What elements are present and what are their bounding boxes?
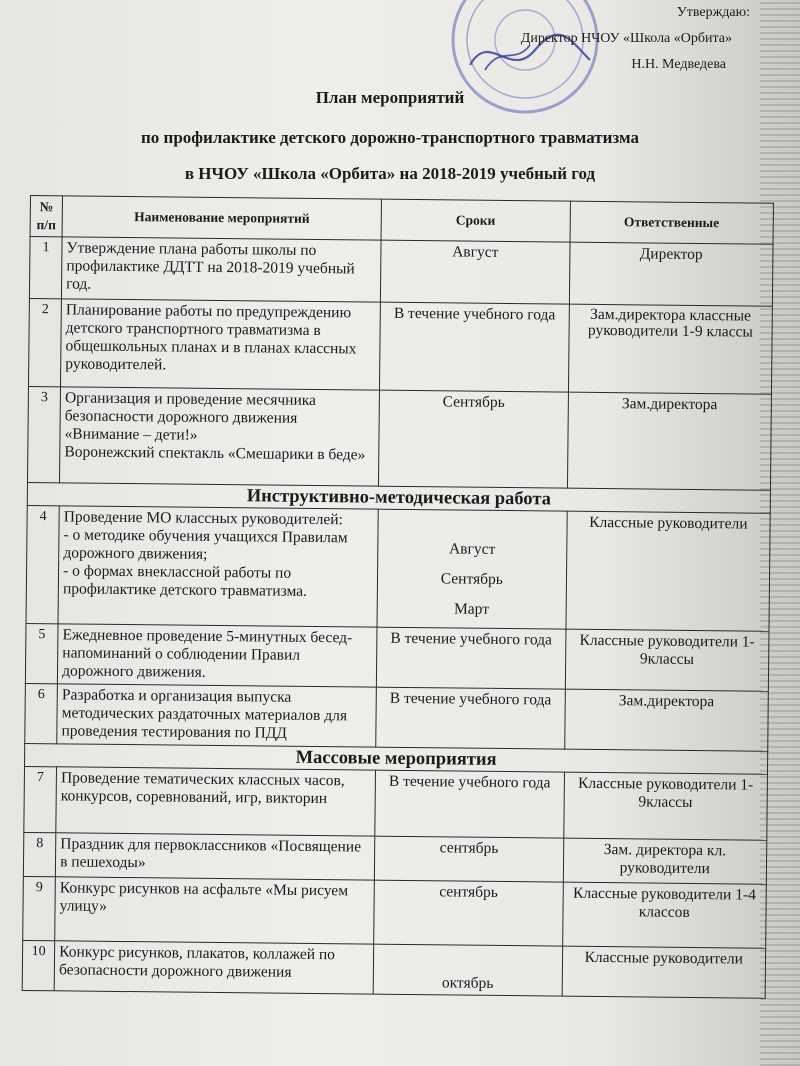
row-name: Планирование работы по предупреждению детского транспортного травматизма в общешкольных планах и в планах классных руководителей. (61, 299, 381, 390)
plan-title: План мероприятий (315, 88, 465, 107)
row-num: 9 (23, 876, 56, 940)
row-num: 8 (23, 832, 56, 876)
row-name: Праздник для первоклассников «Посвящение в пешеходы» (55, 833, 374, 880)
row-resp: Классные руководители 1-9классы (565, 629, 769, 691)
row-date: Август (448, 539, 496, 558)
row-resp: Зам. директора кл. руководители (563, 838, 767, 884)
row-date: В течение учебного года (376, 687, 565, 749)
row-num: 1 (29, 237, 62, 299)
row-resp: Классные руководители (566, 511, 771, 631)
row-name: Конкурс рисунков на асфальте «Мы рисуем улицу» (55, 877, 375, 944)
table-row (25, 683, 769, 751)
approval-block (440, 0, 760, 78)
plan-subtitle-school: в НЧОУ «Школа «Орбита» на 2018-2019 учебный год (184, 164, 596, 183)
row-resp: Классные руководители (562, 946, 766, 998)
header-num: № п/п (30, 196, 63, 237)
header-name: Наименование мероприятий (62, 196, 381, 240)
table-row (28, 298, 772, 394)
header-date: Сроки (381, 199, 570, 242)
table-row (22, 940, 765, 998)
row-resp: Зам.директора (564, 689, 768, 751)
section-heading-mass-events: Массовые мероприятия (25, 743, 768, 774)
row-date: октябрь (373, 944, 562, 996)
row-name-line: Проведение МО классных руководителей: (63, 508, 343, 529)
row-name: Конкурс рисунков, плакатов, коллажей по безопасности дорожного движения (54, 941, 374, 994)
row-resp: Директор (569, 242, 773, 306)
table-row (23, 832, 766, 884)
row-num: 3 (27, 386, 60, 482)
row-name: Организация и проведение месячника безопасности дорожного движения «Внимание – дети!» (64, 389, 317, 444)
events-table (22, 195, 774, 999)
row-num: 10 (22, 940, 55, 990)
row-date: сентябрь (374, 880, 563, 946)
row-num: 2 (28, 298, 61, 386)
row-date: сентябрь (374, 836, 563, 882)
approval-caption: Утверждаю: (676, 5, 750, 20)
row-name-cell (58, 506, 378, 627)
row-name: Утверждение плана работы школы по профилактике ДДТТ на 2018-2019 учебный год. (62, 237, 382, 302)
row-resp: Классные руководители 1-9классы (563, 772, 767, 840)
table-row (29, 237, 773, 307)
row-dates-cell (377, 509, 567, 629)
row-resp: Классные руководители 1-4 классов (562, 882, 766, 948)
approval-name: Н.Н. Медведева (631, 57, 726, 72)
row-date: Сентябрь (440, 569, 504, 588)
plan-subtitle: по профилактике детского дорожно-транспортного травматизма (141, 128, 639, 147)
row-name: Проведение тематических классных часов, конкурсов, соревнований, игр, викторин (56, 767, 376, 836)
row-date: Март (453, 599, 490, 618)
section-heading-methodical: Инструктивно-методическая работа (27, 482, 770, 513)
row-date: В течение учебного года (380, 302, 569, 392)
row-num: 4 (26, 505, 59, 623)
row-name-cell (60, 387, 380, 486)
row-num: 7 (24, 766, 57, 832)
approval-position: Директор НЧОУ «Школа «Орбита» (520, 31, 732, 46)
row-num: 6 (25, 683, 58, 743)
row-name-extra: Воронежский спектакль «Смешарики в беде» (64, 443, 366, 464)
row-date: Август (381, 240, 570, 304)
row-date: В течение учебного года (375, 770, 564, 838)
row-resp: Зам.директора (567, 392, 771, 490)
row-num: 5 (25, 623, 58, 683)
row-name: Разработка и организация выпуска методических раздаточных материалов для проведения тестирования по ПДД (57, 684, 377, 747)
table-row (26, 505, 770, 631)
row-date: В течение учебного года (377, 627, 566, 689)
table-row (25, 623, 769, 691)
table-row (27, 386, 771, 490)
table-row (23, 876, 767, 948)
header-resp: Ответственные (570, 201, 774, 244)
row-date: Сентябрь (379, 390, 568, 488)
row-name: Ежедневное проведение 5-минутных бесед-напоминаний о соблюдении Правил дорожного движения. (57, 624, 377, 687)
table-row (24, 766, 768, 840)
row-resp: Зам.директора классные руководители 1-9 классы (568, 304, 772, 394)
row-name-line: - о формах внеклассной работы по профилактике детского травматизма. (62, 562, 308, 600)
row-name-line: - о методике обучения учащихся Правилам дорожного движения; (63, 526, 348, 563)
